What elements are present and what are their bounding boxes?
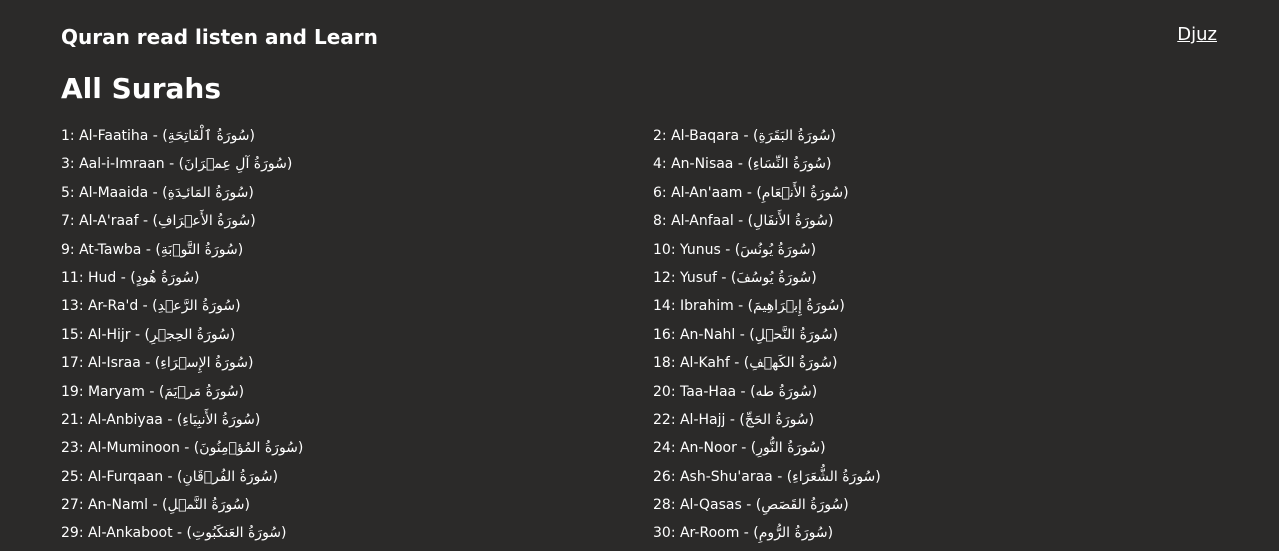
surah-item-24[interactable]: 24: An-Noor - (سُورَةُ النُّورِ) bbox=[653, 440, 826, 457]
site-title: Quran read listen and Learn bbox=[61, 25, 378, 49]
page-title: All Surahs bbox=[61, 72, 222, 105]
surah-item-25[interactable]: 25: Al-Furqaan - (سُورَةُ الفُرۡقَانِ) bbox=[61, 468, 279, 485]
surah-item-19[interactable]: 19: Maryam - (سُورَةُ مَرۡيَمَ) bbox=[61, 383, 245, 400]
surah-item-12[interactable]: 12: Yusuf - (سُورَةُ يُوسُفَ) bbox=[653, 269, 817, 286]
surah-item-22[interactable]: 22: Al-Hajj - (سُورَةُ الحَجِّ) bbox=[653, 411, 815, 428]
site-header bbox=[61, 22, 1221, 52]
surah-item-15[interactable]: 15: Al-Hijr - (سُورَةُ الحِجۡرِ) bbox=[61, 326, 236, 343]
djuz-link[interactable]: Djuz bbox=[1177, 24, 1217, 45]
surah-item-23[interactable]: 23: Al-Muminoon - (سُورَةُ المُؤۡمِنُونَ) bbox=[61, 440, 304, 457]
surah-item-7[interactable]: 7: Al-A'raaf - (سُورَةُ الأَعۡرَافِ) bbox=[61, 213, 256, 230]
surah-item-16[interactable]: 16: An-Nahl - (سُورَةُ النَّحۡلِ) bbox=[653, 326, 839, 343]
surah-item-2[interactable]: 2: Al-Baqara - (سُورَةُ البَقَرَةِ) bbox=[653, 128, 836, 144]
surah-item-3[interactable]: 3: Aal-i-Imraan - (سُورَةُ آلِ عِمۡرَانَ) bbox=[61, 156, 293, 173]
surah-item-17[interactable]: 17: Al-Israa - (سُورَةُ الإِسۡرَاءِ) bbox=[61, 355, 254, 372]
surah-item-4[interactable]: 4: An-Nisaa - (سُورَةُ النِّسَاءِ) bbox=[653, 156, 832, 173]
surah-item-13[interactable]: 13: Ar-Ra'd - (سُورَةُ الرَّعۡدِ) bbox=[61, 298, 241, 315]
surah-item-11[interactable]: 11: Hud - (سُورَةُ هُودٍ) bbox=[61, 269, 200, 286]
surah-item-1[interactable]: 1: Al-Faatiha - (سُورَةُ ٱلْفَاتِحَةِ) bbox=[61, 128, 255, 144]
surah-item-26[interactable]: 26: Ash-Shu'araa - (سُورَةُ الشُّعَرَاءِ) bbox=[653, 468, 881, 485]
surah-item-21[interactable]: 21: Al-Anbiyaa - (سُورَةُ الأَنبِيَاءِ) bbox=[61, 411, 261, 428]
surah-item-6[interactable]: 6: Al-An'aam - (سُورَةُ الأَنۡعَامِ) bbox=[653, 184, 849, 201]
surah-item-27[interactable]: 27: An-Naml - (سُورَةُ النَّمۡلِ) bbox=[61, 497, 250, 514]
surah-item-30[interactable]: 30: Ar-Room - (سُورَةُ الرُّومِ) bbox=[653, 525, 834, 542]
surah-item-14[interactable]: 14: Ibrahim - (سُورَةُ إِبۡرَاهِيمَ) bbox=[653, 298, 845, 315]
surah-item-20[interactable]: 20: Taa-Haa - (سُورَةُ طه) bbox=[653, 383, 818, 400]
surah-item-5[interactable]: 5: Al-Maaida - (سُورَةُ المَائـِدَةِ) bbox=[61, 184, 254, 201]
surah-item-28[interactable]: 28: Al-Qasas - (سُورَةُ القَصَصِ) bbox=[653, 497, 849, 514]
surah-item-10[interactable]: 10: Yunus - (سُورَةُ يُونُسَ) bbox=[653, 241, 817, 258]
surah-item-8[interactable]: 8: Al-Anfaal - (سُورَةُ الأَنفَالِ) bbox=[653, 213, 834, 230]
surah-item-18[interactable]: 18: Al-Kahf - (سُورَةُ الكَهۡفِ) bbox=[653, 355, 838, 372]
surah-list bbox=[61, 122, 1241, 548]
surah-item-9[interactable]: 9: At-Tawba - (سُورَةُ التَّوۡبَةِ) bbox=[61, 241, 244, 258]
surah-item-29[interactable]: 29: Al-Ankaboot - (سُورَةُ العَنكَبُوتِ) bbox=[61, 525, 287, 542]
